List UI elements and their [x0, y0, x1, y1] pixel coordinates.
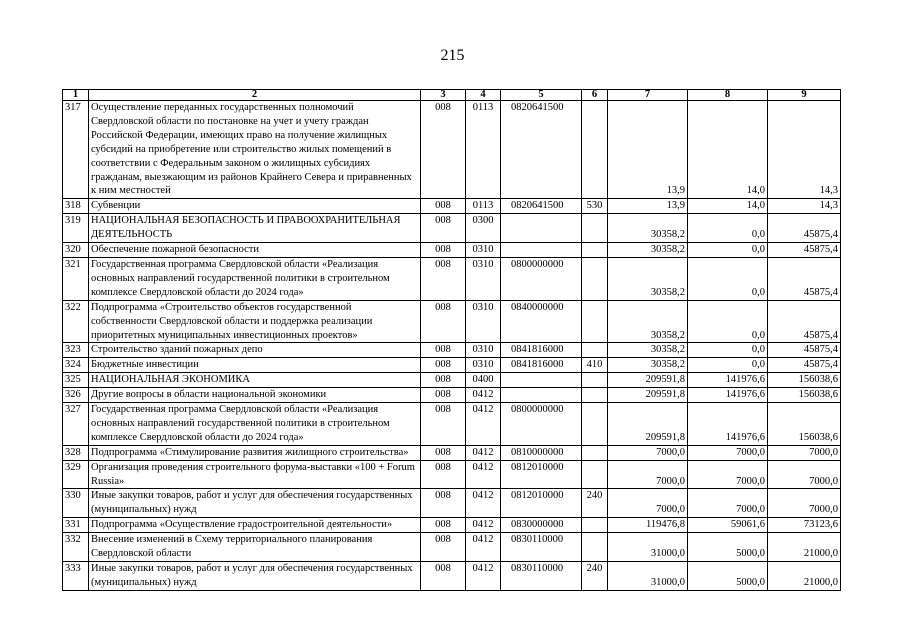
row-number: 321: [63, 257, 89, 300]
budget-table: [62, 89, 841, 591]
ministry-code: 008: [421, 300, 466, 343]
target-article-code: 0820641500: [501, 101, 582, 199]
amount-col-7: 119476,8: [608, 518, 688, 533]
table-row: [63, 257, 841, 300]
ministry-code: 008: [421, 373, 466, 388]
ministry-code: 008: [421, 489, 466, 518]
section-code: 0412: [466, 445, 501, 460]
row-number: 328: [63, 445, 89, 460]
ministry-code: 008: [421, 562, 466, 591]
amount-col-7: 209591,8: [608, 388, 688, 403]
amount-col-8: 0,0: [688, 214, 768, 243]
row-name: Бюджетные инвестиции: [89, 358, 421, 373]
section-code: 0113: [466, 101, 501, 199]
row-name: Подпрограмма «Строительство объектов государственной собственности Свердловской области и поддержка реализации приоритетных муниципальных инвестиционных проектов»: [89, 300, 421, 343]
table-row: [63, 358, 841, 373]
section-code: 0310: [466, 358, 501, 373]
column-header: 7: [608, 90, 688, 101]
amount-col-8: 5000,0: [688, 533, 768, 562]
table-row: [63, 562, 841, 591]
ministry-code: 008: [421, 101, 466, 199]
row-number: 318: [63, 199, 89, 214]
amount-col-8: 59061,6: [688, 518, 768, 533]
target-article-code: 0830000000: [501, 518, 582, 533]
row-name: Подпрограмма «Стимулирование развития жилищного строительства»: [89, 445, 421, 460]
row-name: НАЦИОНАЛЬНАЯ ЭКОНОМИКА: [89, 373, 421, 388]
column-header: 8: [688, 90, 768, 101]
amount-col-7: 7000,0: [608, 460, 688, 489]
target-article-code: 0800000000: [501, 403, 582, 446]
target-article-code: 0830110000: [501, 533, 582, 562]
row-name: Осуществление переданных государственных полномочий Свердловской области по постановке на учет и учету граждан Российской Федерации, имеющих право на получение жилищных субсидий на приобретение или строительство жилых помещений в соответствии с Федеральным законом о жилищных субсидиях гражданам, выезжающим из районов Крайнего Севера и приравненных к ним местностей: [89, 101, 421, 199]
expense-type-code: 240: [582, 562, 608, 591]
section-code: 0113: [466, 199, 501, 214]
amount-col-9: 45875,4: [768, 243, 841, 258]
row-number: 317: [63, 101, 89, 199]
amount-col-7: 209591,8: [608, 373, 688, 388]
amount-col-8: 0,0: [688, 300, 768, 343]
amount-col-7: 31000,0: [608, 562, 688, 591]
table-body: [63, 101, 841, 591]
table-row: [63, 343, 841, 358]
section-code: 0412: [466, 562, 501, 591]
amount-col-7: 30358,2: [608, 257, 688, 300]
row-number: 333: [63, 562, 89, 591]
table-row: [63, 199, 841, 214]
amount-col-9: 14,3: [768, 199, 841, 214]
row-number: 319: [63, 214, 89, 243]
expense-type-code: [582, 214, 608, 243]
expense-type-code: [582, 257, 608, 300]
expense-type-code: [582, 101, 608, 199]
ministry-code: 008: [421, 343, 466, 358]
amount-col-8: 141976,6: [688, 403, 768, 446]
ministry-code: 008: [421, 460, 466, 489]
amount-col-9: 45875,4: [768, 214, 841, 243]
ministry-code: 008: [421, 518, 466, 533]
target-article-code: [501, 373, 582, 388]
column-header: 3: [421, 90, 466, 101]
column-header: 5: [501, 90, 582, 101]
row-number: 327: [63, 403, 89, 446]
amount-col-7: 209591,8: [608, 403, 688, 446]
ministry-code: 008: [421, 445, 466, 460]
ministry-code: 008: [421, 199, 466, 214]
row-name: Организация проведения строительного форума-выставки «100 + Forum Russia»: [89, 460, 421, 489]
amount-col-9: 45875,4: [768, 343, 841, 358]
expense-type-code: [582, 388, 608, 403]
expense-type-code: [582, 460, 608, 489]
amount-col-7: 13,9: [608, 101, 688, 199]
column-header: 9: [768, 90, 841, 101]
amount-col-9: 21000,0: [768, 562, 841, 591]
section-code: 0412: [466, 460, 501, 489]
amount-col-7: 30358,2: [608, 300, 688, 343]
expense-type-code: [582, 343, 608, 358]
section-code: 0400: [466, 373, 501, 388]
row-name: Подпрограмма «Осуществление градостроительной деятельности»: [89, 518, 421, 533]
table-row: [63, 101, 841, 199]
expense-type-code: [582, 445, 608, 460]
amount-col-8: 141976,6: [688, 373, 768, 388]
amount-col-8: 0,0: [688, 257, 768, 300]
row-number: 322: [63, 300, 89, 343]
row-name: Государственная программа Свердловской области «Реализация основных направлений государственной политики в строительном комплексе Свердловской области до 2024 года»: [89, 403, 421, 446]
table-row: [63, 300, 841, 343]
expense-type-code: [582, 403, 608, 446]
ministry-code: 008: [421, 403, 466, 446]
amount-col-9: 156038,6: [768, 388, 841, 403]
amount-col-8: 0,0: [688, 343, 768, 358]
amount-col-7: 30358,2: [608, 243, 688, 258]
expense-type-code: 240: [582, 489, 608, 518]
row-number: 320: [63, 243, 89, 258]
row-name: Внесение изменений в Схему территориального планирования Свердловской области: [89, 533, 421, 562]
section-code: 0310: [466, 343, 501, 358]
row-name: НАЦИОНАЛЬНАЯ БЕЗОПАСНОСТЬ И ПРАВООХРАНИТЕЛЬНАЯ ДЕЯТЕЛЬНОСТЬ: [89, 214, 421, 243]
table-header-row: [63, 90, 841, 101]
amount-col-8: 0,0: [688, 358, 768, 373]
table-row: [63, 460, 841, 489]
amount-col-8: 141976,6: [688, 388, 768, 403]
table-row: [63, 403, 841, 446]
target-article-code: 0800000000: [501, 257, 582, 300]
row-name: Обеспечение пожарной безопасности: [89, 243, 421, 258]
row-number: 329: [63, 460, 89, 489]
amount-col-9: 156038,6: [768, 403, 841, 446]
table-row: [63, 243, 841, 258]
row-name: Государственная программа Свердловской области «Реализация основных направлений государственной политики в строительном комплексе Свердловской области до 2024 года»: [89, 257, 421, 300]
amount-col-7: 7000,0: [608, 445, 688, 460]
table-row: [63, 214, 841, 243]
ministry-code: 008: [421, 388, 466, 403]
amount-col-8: 5000,0: [688, 562, 768, 591]
ministry-code: 008: [421, 358, 466, 373]
table-row: [63, 533, 841, 562]
row-number: 331: [63, 518, 89, 533]
amount-col-9: 7000,0: [768, 489, 841, 518]
table-row: [63, 518, 841, 533]
section-code: 0412: [466, 388, 501, 403]
row-number: 323: [63, 343, 89, 358]
amount-col-8: 7000,0: [688, 460, 768, 489]
row-name: Иные закупки товаров, работ и услуг для обеспечения государственных (муниципальных) нужд: [89, 562, 421, 591]
ministry-code: 008: [421, 533, 466, 562]
amount-col-9: 73123,6: [768, 518, 841, 533]
amount-col-7: 7000,0: [608, 489, 688, 518]
amount-col-9: 14,3: [768, 101, 841, 199]
amount-col-9: 156038,6: [768, 373, 841, 388]
target-article-code: 0841816000: [501, 358, 582, 373]
amount-col-7: 30358,2: [608, 358, 688, 373]
amount-col-9: 21000,0: [768, 533, 841, 562]
target-article-code: 0810000000: [501, 445, 582, 460]
target-article-code: [501, 214, 582, 243]
section-code: 0412: [466, 533, 501, 562]
target-article-code: 0812010000: [501, 460, 582, 489]
amount-col-9: 7000,0: [768, 460, 841, 489]
column-header: 6: [582, 90, 608, 101]
table-row: [63, 388, 841, 403]
expense-type-code: [582, 300, 608, 343]
table-row: [63, 489, 841, 518]
amount-col-8: 14,0: [688, 101, 768, 199]
amount-col-9: 45875,4: [768, 300, 841, 343]
ministry-code: 008: [421, 214, 466, 243]
amount-col-8: 7000,0: [688, 489, 768, 518]
section-code: 0412: [466, 518, 501, 533]
amount-col-9: 45875,4: [768, 257, 841, 300]
expense-type-code: [582, 518, 608, 533]
expense-type-code: [582, 243, 608, 258]
row-number: 326: [63, 388, 89, 403]
target-article-code: 0830110000: [501, 562, 582, 591]
section-code: 0412: [466, 403, 501, 446]
row-number: 330: [63, 489, 89, 518]
amount-col-7: 31000,0: [608, 533, 688, 562]
row-name: Другие вопросы в области национальной экономики: [89, 388, 421, 403]
table-row: [63, 373, 841, 388]
amount-col-9: 45875,4: [768, 358, 841, 373]
section-code: 0412: [466, 489, 501, 518]
column-header: 4: [466, 90, 501, 101]
amount-col-8: 7000,0: [688, 445, 768, 460]
expense-type-code: [582, 373, 608, 388]
target-article-code: 0841816000: [501, 343, 582, 358]
amount-col-8: 0,0: [688, 243, 768, 258]
row-number: 324: [63, 358, 89, 373]
target-article-code: 0820641500: [501, 199, 582, 214]
target-article-code: 0840000000: [501, 300, 582, 343]
row-name: Субвенции: [89, 199, 421, 214]
column-header: 2: [89, 90, 421, 101]
amount-col-8: 14,0: [688, 199, 768, 214]
ministry-code: 008: [421, 243, 466, 258]
amount-col-9: 7000,0: [768, 445, 841, 460]
row-name: Иные закупки товаров, работ и услуг для обеспечения государственных (муниципальных) нужд: [89, 489, 421, 518]
row-number: 332: [63, 533, 89, 562]
amount-col-7: 30358,2: [608, 343, 688, 358]
table-row: [63, 445, 841, 460]
section-code: 0310: [466, 257, 501, 300]
section-code: 0300: [466, 214, 501, 243]
target-article-code: [501, 388, 582, 403]
section-code: 0310: [466, 300, 501, 343]
row-number: 325: [63, 373, 89, 388]
expense-type-code: 410: [582, 358, 608, 373]
row-name: Строительство зданий пожарных депо: [89, 343, 421, 358]
ministry-code: 008: [421, 257, 466, 300]
expense-type-code: 530: [582, 199, 608, 214]
page-number: 215: [440, 47, 465, 64]
expense-type-code: [582, 533, 608, 562]
amount-col-7: 13,9: [608, 199, 688, 214]
amount-col-7: 30358,2: [608, 214, 688, 243]
column-header: 1: [63, 90, 89, 101]
target-article-code: [501, 243, 582, 258]
section-code: 0310: [466, 243, 501, 258]
target-article-code: 0812010000: [501, 489, 582, 518]
